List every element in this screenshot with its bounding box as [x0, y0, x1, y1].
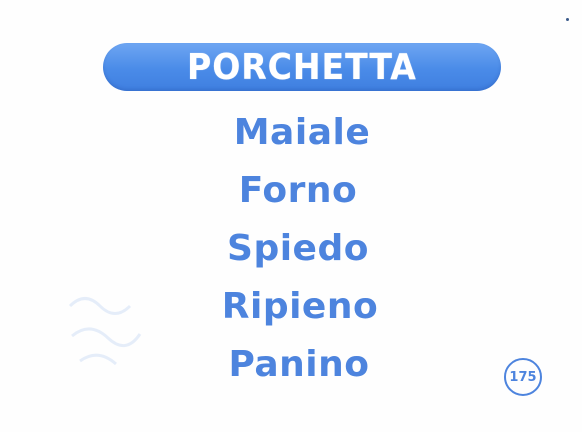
forbidden-word: Maiale: [233, 112, 371, 153]
faint-logo-icon: [60, 286, 150, 376]
forbidden-word: Ripieno: [221, 286, 379, 327]
title-banner: [103, 43, 501, 91]
forbidden-word: Spiedo: [227, 228, 369, 269]
forbidden-word: Forno: [238, 170, 358, 211]
speck-dot: [566, 18, 569, 21]
card-title: PORCHETTA: [187, 46, 417, 88]
card-number-badge: [504, 358, 542, 396]
card-number: 175: [509, 369, 537, 385]
forbidden-word: Panino: [228, 344, 370, 385]
